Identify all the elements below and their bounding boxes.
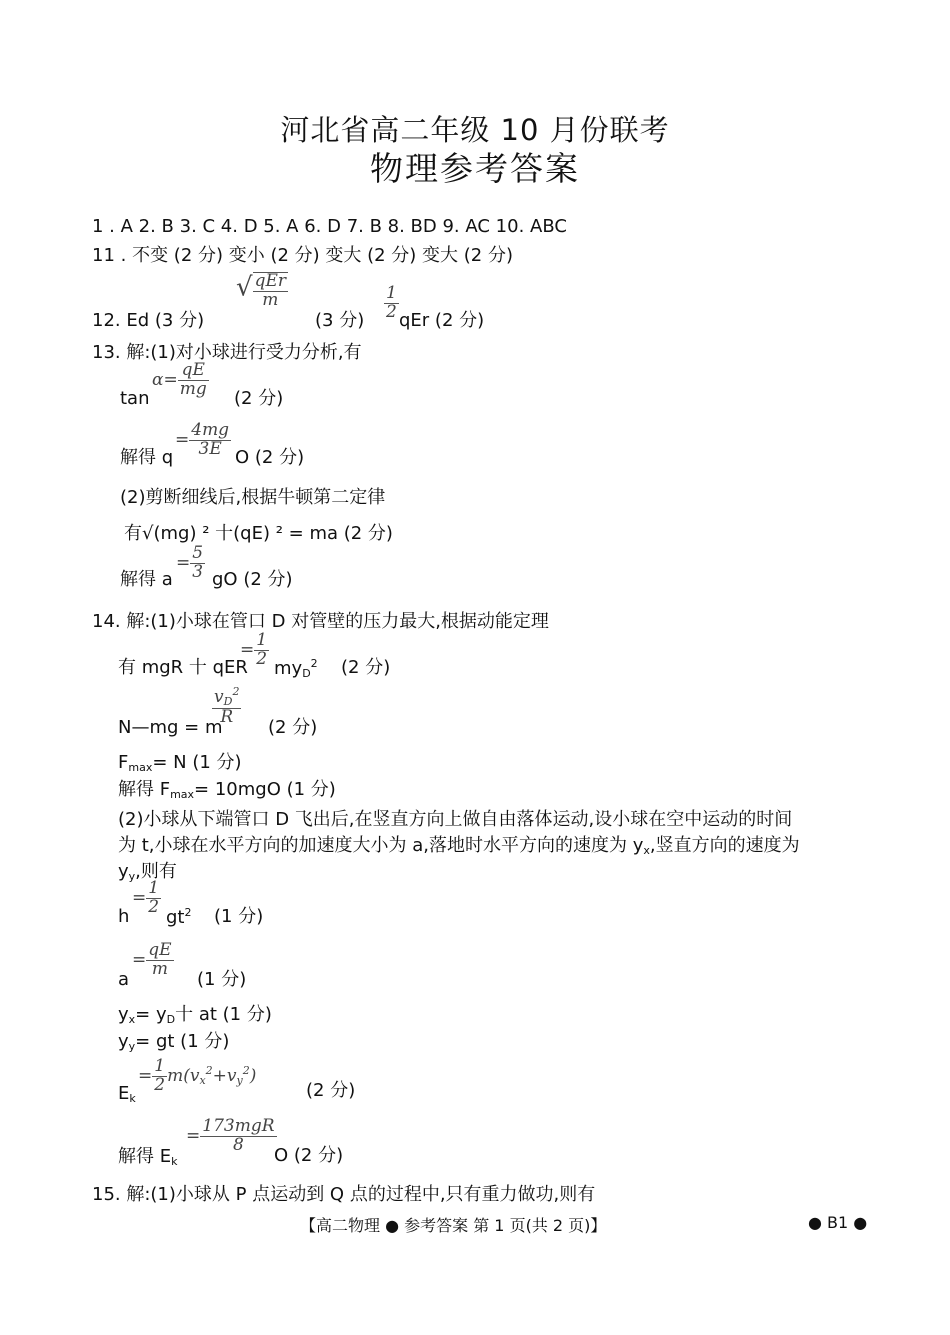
eq-ek-fraction: = $\frac{1}{2}$ $m(v_x^2+v_y^2)$ bbox=[138, 1056, 257, 1095]
eq-q-fraction: = $\frac{4mg}{3E}$ bbox=[175, 420, 230, 459]
eq-fmax-result: 解得 $F_{max}= 10mgO$ (1 分) bbox=[118, 779, 336, 801]
eq-h-label: h bbox=[118, 906, 130, 927]
eq-q-score: O (2 分) bbox=[235, 447, 305, 468]
question-14-part2-line2: 为 t,小球在水平方向的加速度大小为 a,落地时水平方向的速度为 $y_x$,竖直方向的速度为 bbox=[118, 835, 800, 857]
eq-acc-fraction: = $\frac{qE}{m}$ bbox=[132, 940, 172, 979]
eq-normal-label: N—mg = m bbox=[118, 717, 223, 738]
question-13-part2: (2)剪断细线后,根据牛顿第二定律 bbox=[120, 487, 386, 508]
answer-12-part2: (3 分) bbox=[315, 310, 365, 331]
eq-tan-fraction: α= $\frac{qE}{mg}$ bbox=[152, 360, 207, 399]
eq-ek-result-label: 解得 $E_k$ bbox=[118, 1146, 178, 1168]
eq-a-fraction: = $\frac{5}{3}$ bbox=[176, 543, 204, 582]
eq-tan-score: (2 分) bbox=[234, 388, 284, 409]
sqrt-expression bbox=[236, 272, 288, 310]
page-footer: 【高二物理 ● 参考答案 第 1 页(共 2 页)】 bbox=[300, 1216, 607, 1235]
eq-energy-label: 有 mgR 十 qER bbox=[118, 657, 248, 678]
eq-a-label: 解得 a bbox=[120, 569, 173, 590]
eq-fmax: $F_{max}= N$ (1 分) bbox=[118, 752, 242, 774]
eq-acc-score: (1 分) bbox=[197, 969, 247, 990]
eq-ek-label: $E_k$ bbox=[118, 1083, 136, 1105]
eq-q-label: 解得 q bbox=[120, 447, 174, 468]
question-14-heading: 14. 解:(1)小球在管口 D 对管壁的压力最大,根据动能定理 bbox=[92, 611, 549, 632]
eq-a-score: gO (2 分) bbox=[212, 569, 293, 590]
eq-normal-fraction: $\frac{v_D^2}{R}$ bbox=[214, 685, 240, 727]
answer-12-part1: 12. Ed (3 分) bbox=[92, 310, 205, 331]
eq-ek-result-fraction: = $\frac{\text{173mgR}}{8}$ bbox=[186, 1116, 275, 1155]
eq-energy-rhs: $my_D^2$ bbox=[274, 657, 318, 680]
question-14-part2-line3: $y_y$,则有 bbox=[118, 861, 177, 883]
page-subtitle: 物理参考答案 bbox=[370, 149, 580, 188]
eq-energy-fraction: = $\frac{1}{2}$ bbox=[240, 630, 268, 669]
answer-12-part3: qEr (2 分) bbox=[399, 310, 485, 331]
eq-h-score: (1 分) bbox=[214, 906, 264, 927]
eq-vy: $y_y=$ gt (1 分) bbox=[118, 1031, 230, 1053]
question-15-heading: 15. 解:(1)小球从 P 点运动到 Q 点的过程中,只有重力做功,则有 bbox=[92, 1184, 596, 1205]
eq-normal-score: (2 分) bbox=[268, 717, 318, 738]
answer-line-11: 11 . 不变 (2 分) 变小 (2 分) 变大 (2 分) 变大 (2 分) bbox=[92, 245, 513, 266]
eq-newton: 有√(mg) ² 十(qE) ² = ma (2 分) bbox=[124, 523, 393, 544]
eq-vx: $y_x= y_D$十 at (1 分) bbox=[118, 1004, 272, 1026]
eq-acc-label: a bbox=[118, 969, 130, 990]
sqrt-sign: √ bbox=[236, 272, 253, 303]
page-code: ● B1 ● bbox=[808, 1213, 868, 1232]
sqrt-numerator: qEr bbox=[254, 271, 286, 291]
eq-h-rhs: $gt^2$ bbox=[166, 906, 192, 928]
answer-line-1-10: 1 . A 2. B 3. C 4. D 5. A 6. D 7. B 8. BD 9. AC 10. ABC bbox=[92, 216, 567, 237]
eq-energy-score: (2 分) bbox=[341, 657, 391, 678]
eq-tan-label: tan bbox=[120, 388, 150, 409]
eq-h-fraction: = $\frac{1}{2}$ bbox=[132, 878, 160, 917]
question-14-part2-line1: (2)小球从下端管口 D 飞出后,在竖直方向上做自由落体运动,设小球在空中运动的时间 bbox=[118, 809, 793, 830]
eq-ek-result-score: O (2 分) bbox=[274, 1145, 344, 1166]
page-title: 河北省高二年级 10 月份联考 bbox=[280, 113, 670, 147]
eq-ek-score: (2 分) bbox=[306, 1080, 356, 1101]
question-13-heading: 13. 解:(1)对小球进行受力分析,有 bbox=[92, 342, 362, 363]
half-fraction-12: $\frac{1}{2}$ bbox=[386, 283, 397, 322]
sqrt-denominator: m bbox=[262, 289, 279, 310]
